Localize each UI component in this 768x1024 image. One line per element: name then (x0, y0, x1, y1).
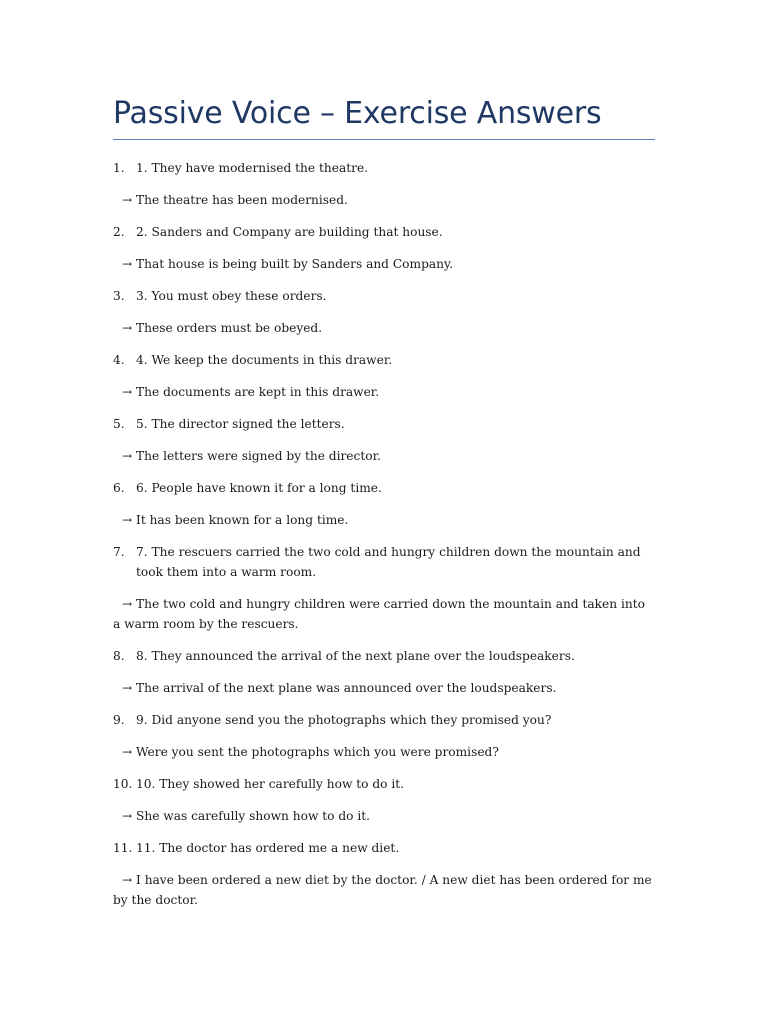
answer-item (113, 382, 655, 402)
question-item (113, 158, 655, 178)
answer-text: The documents are kept in this drawer. (136, 385, 380, 399)
question-text: 9. Did anyone send you the photographs which they promised you? (136, 713, 552, 727)
question-text: 6. People have known it for a long time. (136, 481, 382, 495)
answer-text: It has been known for a long time. (136, 513, 349, 527)
question-number: 6. (113, 481, 125, 495)
question-text: 3. You must obey these orders. (136, 289, 327, 303)
answer-item (113, 594, 655, 634)
question-text: 7. The rescuers carried the two cold and hungry children down the mountain and took them into a warm room. (136, 545, 641, 579)
question-item (113, 542, 655, 582)
question-number: 3. (113, 289, 125, 303)
answer-item (113, 510, 655, 530)
question-number: 4. (113, 353, 125, 367)
answer-item (113, 678, 655, 698)
exercise-list (113, 158, 655, 922)
answer-arrow-icon: → (122, 597, 133, 611)
answer-item (113, 254, 655, 274)
answer-text: The two cold and hungry children were carried down the mountain and taken into a warm room by the rescuers. (113, 597, 645, 631)
answer-arrow-icon: → (122, 809, 133, 823)
question-item (113, 838, 655, 858)
question-item (113, 774, 655, 794)
answer-item (113, 190, 655, 210)
answer-item (113, 446, 655, 466)
answer-text: These orders must be obeyed. (136, 321, 323, 335)
answer-arrow-icon: → (122, 449, 133, 463)
answer-arrow-icon: → (122, 513, 133, 527)
answer-text: The theatre has been modernised. (136, 193, 348, 207)
answer-text: I have been ordered a new diet by the doctor. / A new diet has been ordered for me by the doctor. (113, 873, 652, 907)
question-item (113, 710, 655, 730)
answer-item (113, 318, 655, 338)
question-item (113, 478, 655, 498)
answer-arrow-icon: → (122, 321, 133, 335)
question-number: 2. (113, 225, 125, 239)
answer-arrow-icon: → (122, 681, 133, 695)
answer-arrow-icon: → (122, 257, 133, 271)
answer-item (113, 742, 655, 762)
answer-text: Were you sent the photographs which you were promised? (136, 745, 499, 759)
question-text: 5. The director signed the letters. (136, 417, 345, 431)
answer-item (113, 870, 655, 910)
question-text: 11. The doctor has ordered me a new diet. (136, 841, 400, 855)
question-item (113, 286, 655, 306)
question-number: 10. (113, 777, 133, 791)
question-number: 7. (113, 545, 125, 559)
question-number: 1. (113, 161, 125, 175)
question-item (113, 350, 655, 370)
question-number: 5. (113, 417, 125, 431)
answer-arrow-icon: → (122, 873, 133, 887)
question-text: 4. We keep the documents in this drawer. (136, 353, 393, 367)
answer-arrow-icon: → (122, 745, 133, 759)
question-number: 9. (113, 713, 125, 727)
question-item (113, 222, 655, 242)
answer-arrow-icon: → (122, 193, 133, 207)
answer-text: The letters were signed by the director. (136, 449, 381, 463)
answer-text: The arrival of the next plane was announced over the loudspeakers. (136, 681, 557, 695)
question-number: 11. (113, 841, 133, 855)
page-title: Passive Voice – Exercise Answers (113, 96, 602, 131)
answer-text: She was carefully shown how to do it. (136, 809, 371, 823)
question-item (113, 414, 655, 434)
question-number: 8. (113, 649, 125, 663)
answer-text: That house is being built by Sanders and Company. (136, 257, 454, 271)
question-text: 10. They showed her carefully how to do it. (136, 777, 405, 791)
question-text: 2. Sanders and Company are building that house. (136, 225, 443, 239)
title-underline (113, 139, 655, 140)
answer-arrow-icon: → (122, 385, 133, 399)
question-item (113, 646, 655, 666)
question-text: 1. They have modernised the theatre. (136, 161, 369, 175)
question-text: 8. They announced the arrival of the next plane over the loudspeakers. (136, 649, 575, 663)
answer-item (113, 806, 655, 826)
